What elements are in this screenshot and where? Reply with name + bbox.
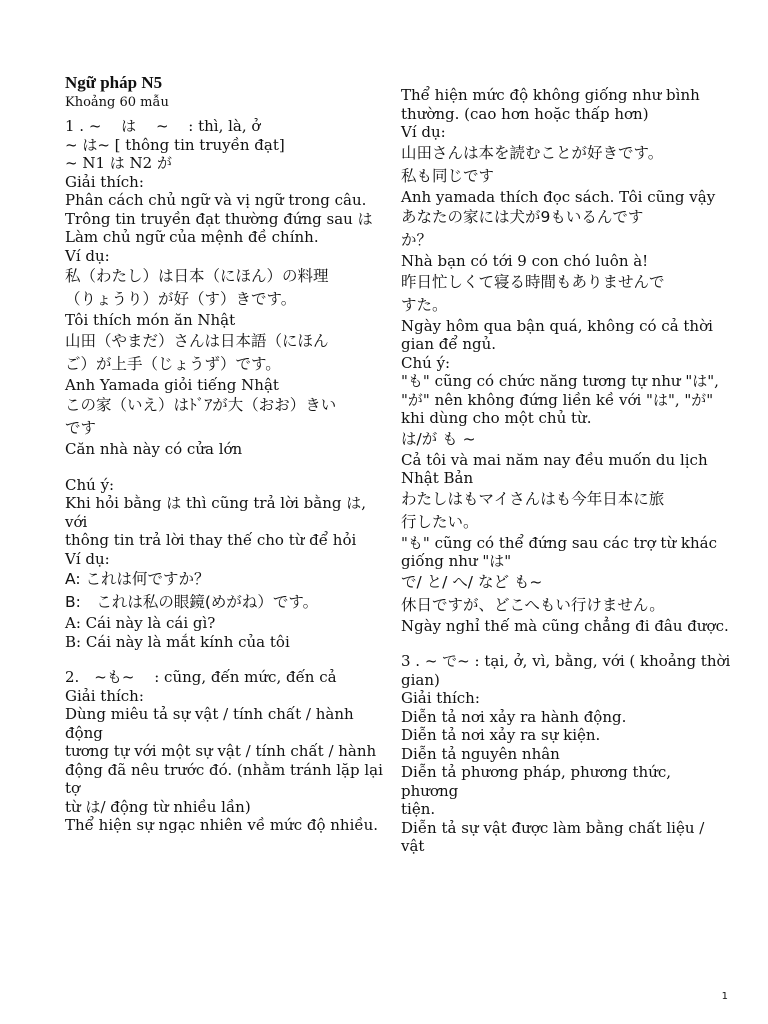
text-line: は/が も ~	[401, 429, 476, 448]
text-line: すた。	[401, 295, 448, 314]
text-line: Diễn tả nguyên nhân	[401, 744, 560, 763]
text-line: Ví dụ:	[65, 549, 110, 568]
text-line: Chú ý:	[401, 353, 451, 372]
text-line: あなたの家には犬が9もいるんです	[401, 208, 644, 226]
text-line: Diễn tả sự vật được làm bằng chất liệu / vật	[401, 818, 710, 855]
text-line	[401, 635, 731, 652]
text-line: 山田さんは本を読むことが好きです。	[401, 143, 664, 162]
text-line: Ví dụ:	[401, 123, 446, 141]
text-line: Ví dụ:	[65, 246, 110, 265]
text-line: Diễn tả phương pháp, phương thức, phương	[401, 763, 676, 800]
text-line: Tôi thích món ăn Nhật	[65, 311, 236, 329]
text-line: 1 . ~ は ~ : thì, là, ở	[65, 117, 261, 135]
page-number: 1	[721, 991, 728, 1002]
text-line: 休日ですが、どこへもい行けません。	[401, 595, 665, 614]
text-line: Ngữ pháp N5	[65, 73, 163, 92]
text-line: A: これは何ですか？	[65, 570, 210, 588]
text-line: Nhật Bản	[401, 469, 474, 487]
text-line: Diễn tả nơi xảy ra hành động.	[401, 707, 627, 726]
text-line: わたしはもマイさんはも今年日本に旅	[401, 489, 665, 508]
text-line: "も" cũng có thể đứng sau các trợ từ khác	[401, 533, 717, 552]
text-line: Giải thích:	[65, 172, 144, 191]
text-line: tương tự với một sự vật / tính chất / hành	[65, 742, 377, 760]
text-line: "が" nên không đứng liền kề với "は", "が"	[401, 390, 714, 409]
text-line: 山田（やまだ）さんは日本語（にほん	[65, 331, 329, 350]
text-line: Thể hiện mức độ không giống như bình	[401, 86, 700, 104]
text-line: Ngày hôm qua bận quá, không có cả thời	[401, 316, 713, 335]
text-line	[65, 459, 390, 476]
text-line: ~ は~ [ thông tin truyền đạt]	[65, 135, 285, 154]
text-line: từ は/ động từ nhiều lần)	[65, 797, 251, 816]
text-line: giống như "は"	[401, 552, 512, 570]
text-line: Nhà bạn có tới 9 con chó luôn à!	[401, 252, 649, 270]
text-line: A: Cái này là cái gì?	[65, 614, 216, 632]
text-line: Khi hỏi bằng は thì cũng trả lời bằng は, với	[65, 494, 371, 531]
text-line: Giải thích:	[65, 686, 144, 705]
text-line: B: これは私の眼鏡(めがね）です。	[65, 593, 319, 611]
text-line: Anh yamada thích đọc sách. Tôi cũng vậy	[401, 187, 716, 206]
left-column	[65, 72, 390, 835]
text-line: Ngày nghỉ thế mà cũng chẳng đi đâu được.	[401, 616, 729, 635]
text-line: Phân cách chủ ngữ và vị ngữ trong câu.	[65, 191, 367, 209]
text-line: Trông tin truyền đạt thường đứng sau は	[65, 209, 373, 228]
text-line: động đã nêu trước đó. (nhằm tránh lặp lại tợ	[65, 760, 388, 797]
text-line: Cả tôi và mai năm nay đều muốn du lịch	[401, 450, 708, 469]
text-line: gian)	[401, 670, 440, 689]
text-line: thường. (cao hơn hoặc thấp hơn)	[401, 104, 649, 123]
text-line: gian để ngủ.	[401, 335, 497, 353]
text-line: Khoảng 60 mẫu	[65, 95, 169, 110]
text-line: Chú ý:	[65, 475, 115, 494]
text-line: Thể hiện sự ngạc nhiên về mức độ nhiều.	[65, 816, 379, 834]
text-line: Giải thích:	[401, 689, 480, 707]
text-line: ~ N1 は N2 が	[65, 154, 172, 172]
text-line: tiện.	[401, 800, 436, 818]
text-line	[65, 651, 390, 668]
text-line: 私（わたし）は日本（にほん）の料理	[65, 267, 329, 285]
text-line: Anh Yamada giỏi tiếng Nhật	[65, 375, 279, 394]
text-line: です	[65, 419, 97, 437]
text-line: か？	[401, 231, 433, 249]
text-line: 2. ~も~ : cũng, đến mức, đến cả	[65, 668, 337, 686]
text-line: 昨日忙しくて寝る時間もありませんで	[401, 272, 665, 291]
text-line: B: Cái này là mắt kính của tôi	[65, 632, 290, 651]
text-line: Làm chủ ngữ của mệnh đề chính.	[65, 228, 319, 246]
text-line: khi dùng cho một chủ từ.	[401, 409, 592, 427]
text-line: （りょうり）が好（す）きです。	[65, 290, 297, 308]
text-line: ご）が上手（じょうず）です。	[65, 354, 281, 373]
text-line: で/ と/ へ/ など も~	[401, 572, 543, 591]
text-line: 行したい。	[401, 512, 479, 531]
text-line: Diễn tả nơi xảy ra sự kiện.	[401, 726, 601, 744]
text-line: この家（いえ）はﾄﾞｱが大（おお）きい	[65, 396, 337, 414]
text-line: 3 . ~ で~ : tại, ở, vì, bằng, với ( khoảng thời	[401, 652, 731, 670]
text-line: 私も同じです	[401, 166, 495, 185]
text-line: Dùng miêu tả sự vật / tính chất / hành động	[65, 705, 359, 742]
text-line: thông tin trả lời thay thế cho từ để hỏi	[65, 531, 357, 549]
text-line: Căn nhà này có cửa lớn	[65, 440, 243, 458]
text-line: "も" cũng có chức năng tương tự như "は",	[401, 372, 719, 390]
right-column	[401, 86, 731, 856]
